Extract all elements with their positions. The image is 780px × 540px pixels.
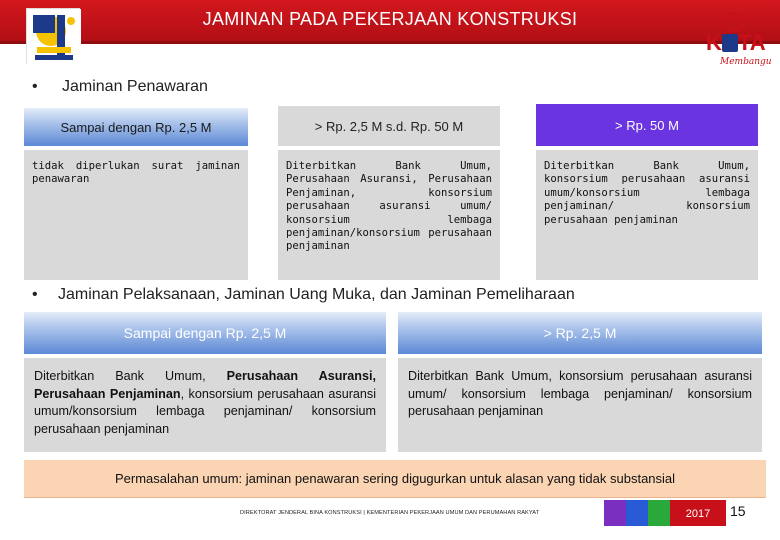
strip-segment (648, 500, 670, 526)
tier-label: Sampai dengan Rp. 2,5 M (123, 325, 287, 341)
tier-header-up-to-2-5m (24, 108, 248, 146)
tier-body-text: Diterbitkan Bank Umum, (34, 369, 227, 383)
bullet-icon: • (32, 286, 38, 303)
page-number: 15 (730, 503, 746, 519)
tier-label: Sampai dengan Rp. 2,5 M (60, 119, 212, 135)
svg-text:Membangun: Membangun (720, 57, 772, 67)
tier-body-up-to-2-5m (24, 150, 248, 280)
strip-segment (604, 500, 626, 526)
pu-logo-icon (26, 8, 80, 64)
bullet-icon: • (32, 78, 38, 95)
strip-segment (626, 500, 648, 526)
tier-body-text: surat jaminan penawaran (32, 160, 240, 186)
tier-label: > Rp. 2,5 M s.d. Rp. 50 M (314, 118, 464, 134)
tier-label: > Rp. 2,5 M (543, 325, 617, 341)
tier-header-above-2-5m (398, 312, 762, 354)
summary-box (24, 460, 766, 498)
section-jaminan-pelaksanaan (32, 286, 575, 304)
svg-text:TA: TA (738, 30, 766, 55)
tier-header-up-to-2-5m (24, 312, 386, 354)
tier-body-above-50m (536, 150, 758, 280)
kota-logo-icon (700, 4, 772, 70)
tier-body-up-to-2-5m (24, 358, 386, 452)
tier-header-2-5m-to-50m (278, 106, 500, 146)
tier-body-text: , konsorsium perusahaan asuransi umum/konsorsium lembaga penjaminan/ konsorsium perusahaan penjaminan (34, 386, 376, 436)
section-title: Jaminan Penawaran (62, 78, 208, 95)
tier-body-bold: Perusahaan Asuransi, Perusahaan Penjaminan (34, 369, 376, 401)
tier-header-above-50m (536, 104, 758, 146)
summary-text: Permasalahan umum: jaminan penawaran sering digugurkan untuk alasan yang tidak substansial (114, 471, 676, 486)
tier-label: > Rp. 50 M (615, 117, 679, 133)
tier-body-bold: tidak diperlukan (32, 160, 140, 172)
footer-year: 2017 (678, 505, 718, 523)
tier-body-text: Diterbitkan Bank Umum, Perusahaan Asuransi, Perusahaan Penjaminan, konsorsium perusahaan asuransi umum/ konsorsium lembaga penjaminan/konsorsium perusahaan penjaminan (286, 160, 492, 253)
section-jaminan-penawaran (32, 78, 208, 96)
page-title: JAMINAN PADA PEKERJAAN KONSTRUKSI (202, 9, 578, 29)
svg-text:K: K (706, 30, 722, 55)
tier-body-text: Diterbitkan Bank Umum, konsorsium perusahaan asuransi umum/konsorsium lembaga penjaminan/ konsorsium perusahaan penjaminan (544, 160, 750, 226)
tier-body-above-2-5m (398, 358, 762, 452)
tier-body-text: Diterbitkan Bank Umum, konsorsium perusahaan asuransi umum/ konsorsium lembaga penjaminan/ konsorsium perusahaan penjaminan (408, 369, 752, 418)
footer-organization: DIREKTORAT JENDERAL BINA KONSTRUKSI | KEMENTERIAN PEKERJAAN UMUM DAN PERUMAHAN RAKYAT (240, 510, 540, 516)
section-title: Jaminan Pelaksanaan, Jaminan Uang Muka, dan Jaminan Pemeliharaan (58, 286, 575, 303)
tier-body-2-5m-to-50m (278, 150, 500, 280)
